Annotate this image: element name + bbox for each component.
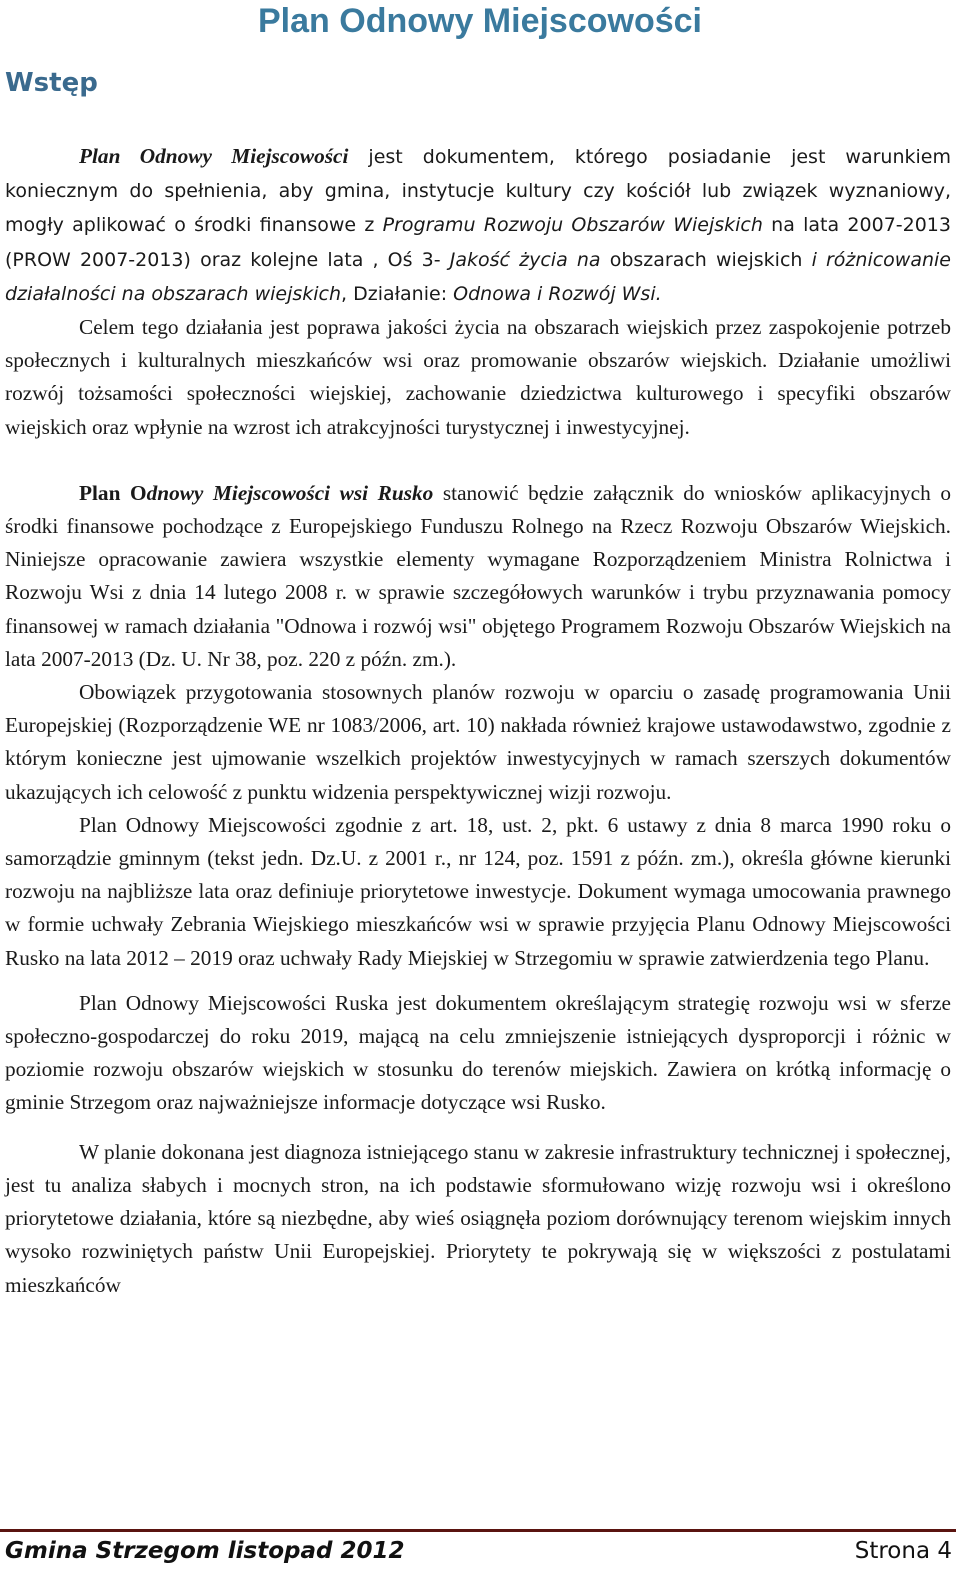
axis-name-continued: i różnicowanie działalności na obszarach wiejskich	[5, 248, 951, 305]
text-run: Działanie umożliwi rozwój tożsamości społeczności wiejskiej, zachowanie dziedzictwa kulturowego i specyfiki obszarów wiejskich oraz wpłynie na wzrost ich atrakcyjności turystycznej i inwestycyjnej.	[5, 348, 951, 439]
program-name: Programu Rozwoju Obszarów Wiejskich	[382, 214, 763, 237]
text-run: na lata 2007-2013 (PROW 2007-2013) oraz kolejne lata , Oś 3-	[5, 214, 951, 271]
paragraph-strategy: Plan Odnowy Miejscowości Ruska jest dokumentem określającym strategię rozwoju wsi w sferze społeczno-gospodarczej do roku 2019, mającą na celu zmniejszenie istniejących dysproporcji i różnic w poziomie rozwoju obszarów wiejskich w stosunku do terenów miejskich. Zawiera on krótką informację o gminie Strzegom oraz najważniejsze informacje dotyczące wsi Rusko.	[5, 990, 951, 1115]
paragraph-goal	[5, 311, 951, 444]
paragraph-diagnosis: W planie dokonana jest diagnoza istniejącego stanu w zakresie infrastruktury technicznej i społecznej, jest tu analiza słabych i mocnych stron, na ich podstawie sformułowano wizję rozwoju wsi i określono priorytetowe działania, które są niezbędne, aby wieś osiągnęła poziom dorównujący terenom wiejskim innych wysoko rozwiniętych państw Unii Europejskiej. Priorytety te pokrywają się w większości z postulatami mieszkańców	[5, 1139, 951, 1297]
text-run: , Działanie:	[341, 282, 454, 305]
measure-name: Odnowa i Rozwój Wsi.	[453, 282, 662, 305]
paragraph-obligation: Obowiązek przygotowania stosownych planów rozwoju w oparciu o zasadę programowania Unii Europejskiej (Rozporządzenie WE nr 1083/2006, art. 10) nakłada również krajowe ustawodawstwo, zgodnie z którym konieczne jest ujmowanie wszelkich projektów inwestycyjnych w ramach szerszych dokumentów ukazujących ich celowość z punktu widzenia perspektywicznej wizji rozwoju.	[5, 680, 951, 804]
plan-name-emphasis: Plan Odnowy Miejscowości	[79, 144, 349, 168]
paragraph-legal-basis: Plan Odnowy Miejscowości zgodnie z art. 18, ust. 2, pkt. 6 ustawy z dnia 8 marca 1990 roku o samorządzie gminnym (tekst jedn. Dz.U. z 2001 r., nr 124, poz. 1591 z późn. zm.), określa główne kierunki rozwoju na najbliższe lata oraz definiuje priorytetowe inwestycje. Dokument wymaga umocowania prawnego w formie uchwały Zebrania Wiejskiego mieszkańców wsi w sprawie przyjęcia Planu Odnowy Miejscowości Rusko na lata 2012 – 2019 oraz uchwały Rady Miejskiej w Strzegomiu w sprawie zatwierdzenia tego Planu.	[5, 812, 951, 970]
plan-name-bold: Plan O	[79, 480, 147, 505]
paragraph-attachment	[5, 477, 951, 676]
paragraph-intro	[5, 140, 951, 311]
text-run: jest dokumentem, którego posiadanie jest warunkiem koniecznym do spełnienia, aby gmina, instytucje kultury czy kościół lub związek wyznaniowy, mogły aplikować o środki finansowe z	[5, 146, 951, 237]
document-title: Plan Odnowy Miejscowości	[258, 2, 702, 40]
section-heading: Wstęp	[5, 68, 98, 98]
text-run: stanowić będzie załącznik do wniosków aplikacyjnych o środki finansowe pochodzące z Europejskiego Funduszu Rolnego na Rzecz Rozwoju Obszarów Wiejskich. Niniejsze opracowanie zawiera wszystkie elementy wymagane Rozporządzeniem Ministra Rolnictwa i Rozwoju Wsi z dnia 14 lutego 2008 r. w sprawie szczegółowych warunków i trybu przyznawania pomocy finansowej w ramach działania "Odnowa i rozwój wsi" objętego Programem Rozwoju Obszarów Wiejskich na lata 2007-2013 (Dz. U. Nr 38, poz. 220 z późn. zm.).	[5, 480, 952, 671]
footer-divider	[0, 1529, 956, 1532]
page-number: Strona 4	[854, 1538, 952, 1564]
footer-publisher: Gmina Strzegom listopad 2012	[5, 1538, 405, 1564]
axis-name: Jakość życia na	[449, 248, 601, 271]
plan-name-bold-italic: dnowy Miejscowości wsi Rusko	[146, 480, 434, 505]
text-run: obszarach wiejskich	[600, 248, 812, 271]
document-body	[5, 140, 951, 1302]
text-run: Celem tego działania jest poprawa jakości życia na obszarach wiejskich przez zaspokojenie potrzeb społecznych i kulturalnych mieszkańców wsi oraz promowanie obszarów wiejskich.	[5, 315, 951, 373]
